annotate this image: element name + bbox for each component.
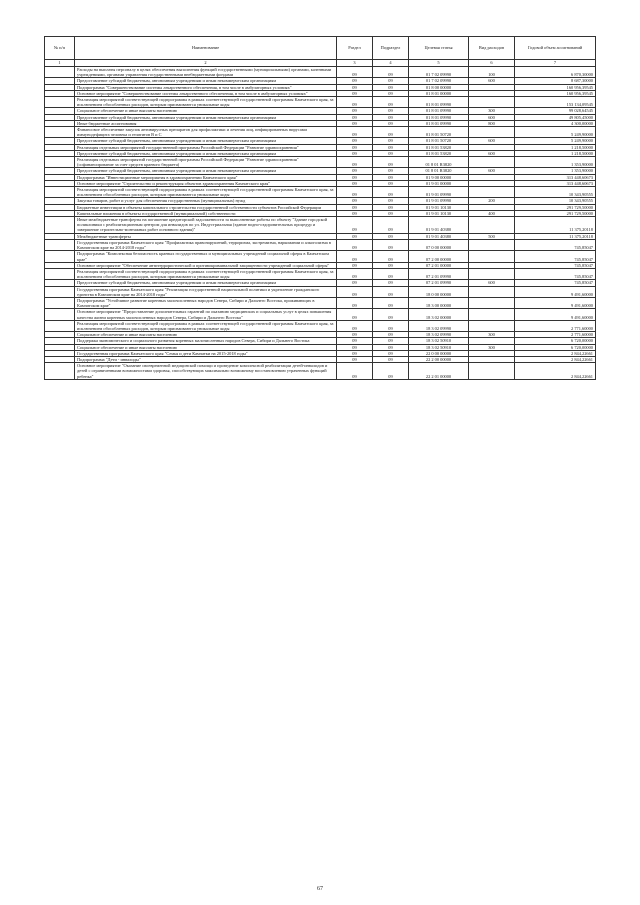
row-name-cell: Предоставление субсидий бюджетным, автономным учреждениям и иным некоммерческим организациям	[75, 280, 337, 286]
row-number-cell	[45, 67, 75, 78]
row-subsection-cell: 09	[373, 67, 409, 78]
row-target-article-cell: 01 8 01 53820	[409, 150, 469, 156]
row-subsection-cell: 09	[373, 217, 409, 234]
row-amount-cell: 9 491,60000	[515, 286, 596, 297]
row-subsection-cell: 09	[373, 174, 409, 180]
col-number: 6	[469, 60, 515, 67]
row-section-cell: 09	[337, 297, 373, 308]
row-subsection-cell: 09	[373, 198, 409, 204]
row-subsection-cell: 09	[373, 268, 409, 279]
row-section-cell: 09	[337, 198, 373, 204]
row-target-article-cell: 01 8 01 50720	[409, 138, 469, 144]
row-name-cell: Реализация мероприятий соответствующей подпрограммы в рамках соответствующей государственной программы Камчатского края, за исключением обособленных расходов, которым присваиваются уникальные коды	[75, 187, 337, 198]
row-number-cell	[45, 309, 75, 320]
row-target-article-cell: 07 0 00 00000	[409, 239, 469, 250]
row-name-cell: Расходы на выплаты персоналу в целях обеспечения выполнения функций государственными (муниципальными) органами, казенными учреждениями, органами управления государственными внебюджетными фондами	[75, 67, 337, 78]
col-header-expense-type: Вид расходов	[469, 37, 515, 60]
row-target-article-cell: 01 8 01 09990	[409, 114, 469, 120]
row-section-cell: 09	[337, 97, 373, 108]
row-section-cell: 09	[337, 90, 373, 96]
row-subsection-cell: 09	[373, 210, 409, 216]
col-number: 7	[515, 60, 596, 67]
row-name-cell: Иные межбюджетные трансферты на погашение кредиторской задолженности за выполненные работы по объекту "Здание городской поликлиники с реабилитационным центром для инвалидов по ул. Индустриальная (здание водно-оздоровительных процедур и завершение строительно-монтажных работ основного здания)"	[75, 217, 337, 234]
col-number: 5	[409, 60, 469, 67]
row-name-cell: Предоставление субсидий бюджетным, автономным учреждениям и иным некоммерческим организациям	[75, 138, 337, 144]
row-amount-cell: 153 134,09545	[515, 97, 596, 108]
row-target-article-cell: 22 2 01 00000	[409, 363, 469, 380]
row-subsection-cell: 09	[373, 144, 409, 150]
row-number-cell	[45, 97, 75, 108]
row-section-cell: 09	[337, 127, 373, 138]
column-number-row	[45, 60, 596, 67]
row-expense-type-cell	[469, 286, 515, 297]
col-number: 3	[337, 60, 373, 67]
row-name-cell: Предоставление субсидий бюджетным, автономным учреждениям и иным некоммерческим организациям	[75, 114, 337, 120]
row-section-cell: 09	[337, 286, 373, 297]
row-target-article-cell: 18 3 00 00000	[409, 297, 469, 308]
row-name-cell: Государственная программа Камчатского края "Профилактика правонарушений, терроризма, экстремизма, наркомании и алкоголизма в Камчатском крае на 2014-2018 годы"	[75, 239, 337, 250]
row-amount-cell: 1 353,90000	[515, 168, 596, 174]
row-expense-type-cell: 600	[469, 168, 515, 174]
row-amount-cell: 160 956,39545	[515, 84, 596, 90]
row-target-article-cell: 01 7 02 09990	[409, 78, 469, 84]
row-amount-cell: 313 448,60673	[515, 174, 596, 180]
row-subsection-cell: 09	[373, 356, 409, 362]
row-section-cell: 09	[337, 108, 373, 114]
row-expense-type-cell	[469, 157, 515, 168]
row-target-article-cell: 18 3 02 09990	[409, 332, 469, 338]
budget-table	[44, 36, 596, 380]
row-number-cell	[45, 187, 75, 198]
row-subsection-cell: 09	[373, 168, 409, 174]
col-number: 1	[45, 60, 75, 67]
row-expense-type-cell: 800	[469, 120, 515, 126]
row-target-article-cell: 01 8 01 53820	[409, 144, 469, 150]
row-amount-cell: 5 249,90000	[515, 138, 596, 144]
row-section-cell: 09	[337, 138, 373, 144]
row-name-cell: Подпрограмма "Дети - инвалиды"	[75, 356, 337, 362]
row-expense-type-cell	[469, 309, 515, 320]
row-amount-cell: 745,85047	[515, 251, 596, 262]
row-target-article-cell: 07 2 01 09990	[409, 268, 469, 279]
row-subsection-cell: 09	[373, 204, 409, 210]
table-row	[45, 239, 596, 250]
table-row	[45, 251, 596, 262]
row-subsection-cell: 09	[373, 150, 409, 156]
row-amount-cell: 291 729,50000	[515, 210, 596, 216]
row-amount-cell: 11 375,20118	[515, 217, 596, 234]
row-name-cell: Иные бюджетные ассигнования	[75, 120, 337, 126]
row-name-cell: Социальное обеспечение и иные выплаты населению	[75, 344, 337, 350]
row-subsection-cell: 09	[373, 350, 409, 356]
col-header-section: Раздел	[337, 37, 373, 60]
row-target-article-cell: 22 2 00 00000	[409, 356, 469, 362]
row-name-cell: Государственная программа Камчатского края "Реализация государственной национальной политики и укрепление гражданского единства в Камчатском крае на 2014-2018 годы"	[75, 286, 337, 297]
table-row	[45, 187, 596, 198]
row-target-article-cell: 01 9 01 09990	[409, 198, 469, 204]
row-subsection-cell: 09	[373, 251, 409, 262]
row-amount-cell: 6 720,00000	[515, 344, 596, 350]
row-subsection-cell: 09	[373, 120, 409, 126]
row-subsection-cell: 09	[373, 280, 409, 286]
row-subsection-cell: 09	[373, 84, 409, 90]
row-expense-type-cell: 600	[469, 150, 515, 156]
col-number: 4	[373, 60, 409, 67]
row-section-cell: 09	[337, 84, 373, 90]
row-number-cell	[45, 320, 75, 331]
col-header-annual-amount: Годовой объем ассигнований	[515, 37, 596, 60]
row-name-cell: Основное мероприятие "Предоставление дополнительных гарантий по оказанию медицинских и социальных услуг в целях повышения качества жизни коренных малочисленных народов Севера, Сибири и Дальнего Востока"	[75, 309, 337, 320]
table-row	[45, 286, 596, 297]
row-section-cell: 09	[337, 262, 373, 268]
row-expense-type-cell: 300	[469, 344, 515, 350]
row-target-article-cell: 01 9 01 10130	[409, 204, 469, 210]
row-expense-type-cell	[469, 97, 515, 108]
row-target-article-cell: 22 0 00 00000	[409, 350, 469, 356]
row-expense-type-cell	[469, 187, 515, 198]
row-section-cell: 09	[337, 356, 373, 362]
col-header-name: Наименование	[75, 37, 337, 60]
row-section-cell: 09	[337, 309, 373, 320]
table-row	[45, 363, 596, 380]
row-name-cell: Реализация отдельных мероприятий государственной программы Российской Федерации "Развитие здравоохранения" (софинансирование за счет средств краевого бюджета)	[75, 157, 337, 168]
row-name-cell: Реализация мероприятий соответствующей подпрограммы в рамках соответствующей государственной программы Камчатского края, за исключением обособленных расходов, которым присваиваются уникальные коды	[75, 268, 337, 279]
row-target-article-cell: 18 3 02 09990	[409, 320, 469, 331]
row-amount-cell: 9 491,60000	[515, 309, 596, 320]
row-number-cell	[45, 251, 75, 262]
row-name-cell: Реализация мероприятий соответствующей подпрограммы в рамках соответствующей государственной программы Камчатского края, за исключением обособленных расходов, которым присваиваются уникальные коды	[75, 97, 337, 108]
row-expense-type-cell	[469, 320, 515, 331]
row-name-cell: Социальное обеспечение и иные выплаты населению	[75, 108, 337, 114]
row-amount-cell: 745,85047	[515, 268, 596, 279]
row-expense-type-cell: 500	[469, 233, 515, 239]
row-subsection-cell: 09	[373, 332, 409, 338]
table-row	[45, 97, 596, 108]
row-section-cell: 09	[337, 280, 373, 286]
table-row	[45, 127, 596, 138]
table-row	[45, 297, 596, 308]
row-subsection-cell: 09	[373, 90, 409, 96]
row-target-article-cell: 01 8 01 50720	[409, 127, 469, 138]
row-subsection-cell: 09	[373, 108, 409, 114]
row-section-cell: 09	[337, 338, 373, 344]
row-section-cell: 09	[337, 239, 373, 250]
row-amount-cell: 9 491,60000	[515, 297, 596, 308]
row-target-article-cell: 01 9 01 09990	[409, 187, 469, 198]
row-amount-cell: 6 870,30000	[515, 67, 596, 78]
row-name-cell: Межбюджетные трансферты	[75, 233, 337, 239]
row-name-cell: Предоставление субсидий бюджетным, автономным учреждениям и иным некоммерческим организациям	[75, 150, 337, 156]
row-section-cell: 09	[337, 150, 373, 156]
row-amount-cell: 6 720,00000	[515, 338, 596, 344]
row-section-cell: 09	[337, 332, 373, 338]
row-expense-type-cell: 600	[469, 280, 515, 286]
row-target-article-cell: 01 8 00 00000	[409, 84, 469, 90]
row-target-article-cell: 01 9 01 40380	[409, 217, 469, 234]
table-row	[45, 309, 596, 320]
row-amount-cell: 745,85047	[515, 280, 596, 286]
row-amount-cell: 5 249,90000	[515, 127, 596, 138]
row-section-cell: 09	[337, 344, 373, 350]
row-section-cell: 09	[337, 187, 373, 198]
row-amount-cell: 2 844,22661	[515, 350, 596, 356]
row-amount-cell: 313 448,60673	[515, 180, 596, 186]
row-amount-cell: 2 771,60000	[515, 320, 596, 331]
row-amount-cell: 11 375,20118	[515, 233, 596, 239]
row-expense-type-cell: 400	[469, 210, 515, 216]
page-number: 67	[317, 886, 323, 892]
header-row	[45, 37, 596, 60]
row-name-cell: Финансовое обеспечение закупок антивирусных препаратов для профилактики и лечения лиц, инфицированных вирусами иммунодефицита человека и гепатитов B и C	[75, 127, 337, 138]
row-name-cell: Основное мероприятие "Совершенствование системы лекарственного обеспечения, в том числе в амбулаторных условиях"	[75, 90, 337, 96]
row-section-cell: 09	[337, 320, 373, 331]
row-section-cell: 09	[337, 168, 373, 174]
row-amount-cell: 291 729,50000	[515, 204, 596, 210]
row-section-cell: 09	[337, 157, 373, 168]
row-target-article-cell: 01 8 01 09990	[409, 97, 469, 108]
row-subsection-cell: 09	[373, 180, 409, 186]
row-subsection-cell: 09	[373, 262, 409, 268]
row-expense-type-cell	[469, 239, 515, 250]
row-name-cell: Подпрограмма "Совершенствование системы лекарственного обеспечения, в том числе в амбулаторных условиях"	[75, 84, 337, 90]
row-number-cell	[45, 217, 75, 234]
row-subsection-cell: 09	[373, 363, 409, 380]
row-subsection-cell: 09	[373, 114, 409, 120]
row-amount-cell: 1 218,50000	[515, 144, 596, 150]
row-subsection-cell: 09	[373, 138, 409, 144]
row-name-cell: Предоставление субсидий бюджетным, автономным учреждениям и иным некоммерческим организациям	[75, 168, 337, 174]
row-target-article-cell: 01 8 01 R3820	[409, 168, 469, 174]
row-name-cell: Поддержка экономического и социального развития коренных малочисленных народов Севера, Сибири и Дальнего Востока	[75, 338, 337, 344]
budget-table-sheet	[44, 36, 595, 380]
row-expense-type-cell: 300	[469, 332, 515, 338]
row-name-cell: Закупка товаров, работ и услуг для обеспечения государственных (муниципальных) нужд	[75, 198, 337, 204]
table-row	[45, 320, 596, 331]
col-header-subsection: Подраздел	[373, 37, 409, 60]
row-amount-cell: 2 844,22661	[515, 363, 596, 380]
row-number-cell	[45, 286, 75, 297]
row-section-cell: 09	[337, 78, 373, 84]
row-section-cell: 09	[337, 120, 373, 126]
row-amount-cell: 8 687,30000	[515, 78, 596, 84]
row-subsection-cell: 09	[373, 286, 409, 297]
table-row	[45, 67, 596, 78]
row-subsection-cell: 09	[373, 338, 409, 344]
row-target-article-cell: 07 2 01 00000	[409, 262, 469, 268]
row-expense-type-cell: 200	[469, 198, 515, 204]
row-name-cell: Реализация отдельных мероприятий государственной программы Российской Федерации "Развитие здравоохранения"	[75, 144, 337, 150]
table-row	[45, 217, 596, 234]
row-expense-type-cell: 100	[469, 67, 515, 78]
row-expense-type-cell	[469, 297, 515, 308]
row-subsection-cell: 09	[373, 239, 409, 250]
row-amount-cell: 99 028,64545	[515, 108, 596, 114]
row-expense-type-cell	[469, 217, 515, 234]
row-amount-cell: 2 844,22661	[515, 356, 596, 362]
row-target-article-cell: 07 2 01 09990	[409, 280, 469, 286]
row-name-cell: Капитальные вложения в объекты государственной (муниципальной) собственности	[75, 210, 337, 216]
row-amount-cell: 10 343,90555	[515, 198, 596, 204]
row-name-cell: Основное мероприятие "Строительство и реконструкция объектов здравоохранения Камчатского края"	[75, 180, 337, 186]
row-number-cell	[45, 127, 75, 138]
col-number: 2	[75, 60, 337, 67]
row-target-article-cell: 01 8 01 00000	[409, 90, 469, 96]
row-subsection-cell: 09	[373, 127, 409, 138]
row-number-cell	[45, 363, 75, 380]
row-section-cell: 09	[337, 363, 373, 380]
row-section-cell: 09	[337, 144, 373, 150]
col-header-number: № п/п	[45, 37, 75, 60]
row-section-cell: 09	[337, 67, 373, 78]
row-section-cell: 09	[337, 210, 373, 216]
row-expense-type-cell	[469, 268, 515, 279]
row-target-article-cell: 01 8 01 09990	[409, 108, 469, 114]
row-section-cell: 09	[337, 217, 373, 234]
row-subsection-cell: 09	[373, 309, 409, 320]
row-expense-type-cell	[469, 127, 515, 138]
row-name-cell: Подпрограмма "Устойчивое развитие коренных малочисленных народов Севера, Сибири и Дальнего Востока, проживающих в Камчатском крае"	[75, 297, 337, 308]
row-expense-type-cell	[469, 363, 515, 380]
row-amount-cell: 745,85047	[515, 262, 596, 268]
row-name-cell: Реализация мероприятий соответствующей подпрограммы в рамках соответствующей государственной программы Камчатского края, за исключением обособленных расходов, которым присваиваются уникальные коды	[75, 320, 337, 331]
row-number-cell	[45, 157, 75, 168]
row-subsection-cell: 09	[373, 157, 409, 168]
row-expense-type-cell	[469, 251, 515, 262]
row-target-article-cell: 18 0 00 00000	[409, 286, 469, 297]
row-number-cell	[45, 268, 75, 279]
row-name-cell: Основное мероприятие "Оказание своевременной медицинской помощи и проведение комплексной реабилитации детей-инвалидов и детей с ограниченными возможностями здоровья, способствующих максимально возможному восстановлению утраченных функций ребенка"	[75, 363, 337, 380]
row-section-cell: 09	[337, 350, 373, 356]
row-subsection-cell: 09	[373, 97, 409, 108]
table-row	[45, 157, 596, 168]
row-name-cell: Подпрограмма "Инвестиционные мероприятия в здравоохранении Камчатского края"	[75, 174, 337, 180]
row-target-article-cell: 18 3 02 50910	[409, 344, 469, 350]
row-name-cell: Государственная программа Камчатского края "Семья и дети Камчатки на 2015-2018 годы"	[75, 350, 337, 356]
col-header-target-article: Целевая статья	[409, 37, 469, 60]
row-amount-cell: 745,85047	[515, 239, 596, 250]
row-section-cell: 09	[337, 174, 373, 180]
row-expense-type-cell: 300	[469, 108, 515, 114]
row-name-cell: Социальное обеспечение и иные выплаты населению	[75, 332, 337, 338]
row-amount-cell: 10 343,90555	[515, 187, 596, 198]
row-subsection-cell: 09	[373, 320, 409, 331]
row-number-cell	[45, 297, 75, 308]
row-amount-cell: 1 353,90000	[515, 157, 596, 168]
row-target-article-cell: 01 8 01 09990	[409, 120, 469, 126]
row-target-article-cell: 01 7 02 09990	[409, 67, 469, 78]
row-section-cell: 09	[337, 251, 373, 262]
row-expense-type-cell: 600	[469, 114, 515, 120]
row-target-article-cell: 01 9 01 00000	[409, 180, 469, 186]
row-section-cell: 09	[337, 180, 373, 186]
row-number-cell	[45, 239, 75, 250]
row-amount-cell: 2 771,60000	[515, 332, 596, 338]
row-section-cell: 09	[337, 204, 373, 210]
row-target-article-cell: 07 2 00 00000	[409, 251, 469, 262]
row-subsection-cell: 09	[373, 344, 409, 350]
row-target-article-cell: 01 9 00 00000	[409, 174, 469, 180]
row-amount-cell: 49 805,45000	[515, 114, 596, 120]
row-target-article-cell: 18 3 02 00000	[409, 309, 469, 320]
row-name-cell: Подпрограмма "Комплексная безопасность краевых государственных и муниципальных учреждений социальной сферы в Камчатском крае"	[75, 251, 337, 262]
row-section-cell: 09	[337, 233, 373, 239]
row-expense-type-cell: 600	[469, 138, 515, 144]
table-row	[45, 268, 596, 279]
row-section-cell: 09	[337, 268, 373, 279]
row-expense-type-cell: 600	[469, 78, 515, 84]
row-name-cell: Предоставление субсидий бюджетным, автономным учреждениям и иным некоммерческим организациям	[75, 78, 337, 84]
row-target-article-cell: 01 8 01 R3820	[409, 157, 469, 168]
row-name-cell: Бюджетные инвестиции в объекты капитального строительства государственной собственности субъектов Российской Федерации	[75, 204, 337, 210]
row-target-article-cell: 18 3 02 50910	[409, 338, 469, 344]
row-subsection-cell: 09	[373, 297, 409, 308]
row-name-cell: Основное мероприятие "Обеспечение антитеррористической и противокриминальной защищенности учреждений социальной сферы"	[75, 262, 337, 268]
row-subsection-cell: 09	[373, 78, 409, 84]
row-target-article-cell: 01 9 01 10130	[409, 210, 469, 216]
row-target-article-cell: 01 9 01 40380	[409, 233, 469, 239]
row-amount-cell: 4 300,00000	[515, 120, 596, 126]
row-subsection-cell: 09	[373, 233, 409, 239]
row-amount-cell: 1 218,50000	[515, 150, 596, 156]
row-amount-cell: 160 956,39545	[515, 90, 596, 96]
row-section-cell: 09	[337, 114, 373, 120]
row-subsection-cell: 09	[373, 187, 409, 198]
